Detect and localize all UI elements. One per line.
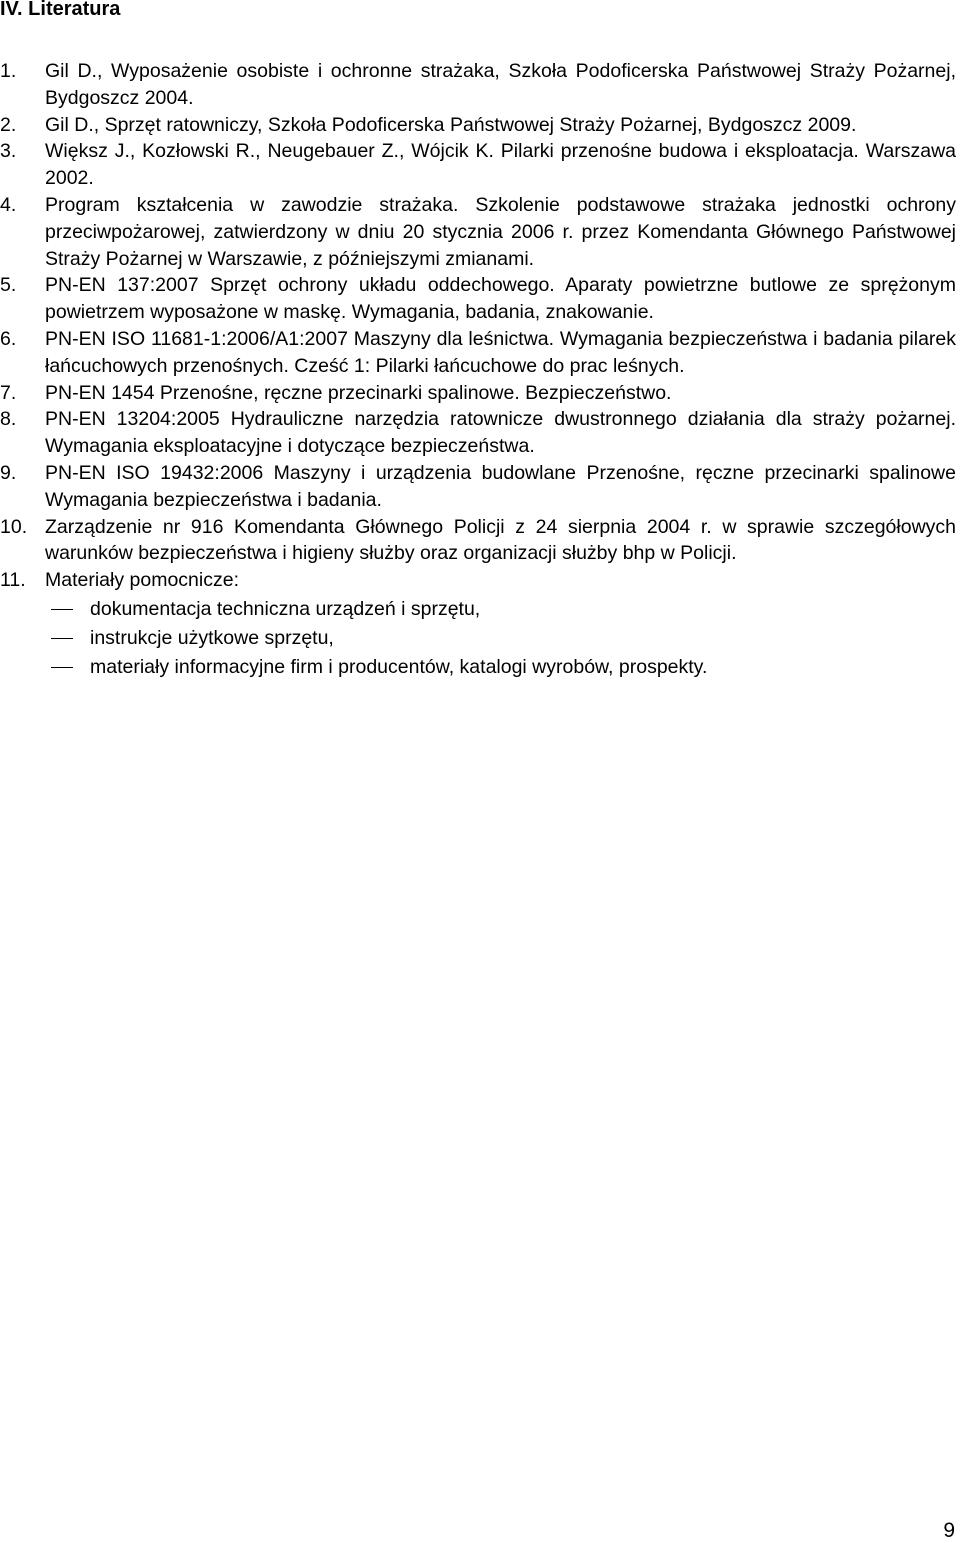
auxiliary-material-item [45,596,956,623]
reference-text: Program kształcenia w zawodzie strażaka. Szkolenie podstawowe strażaka jednostki ochrony przeciwpożarowej, zatwierdzony w dniu 20 stycznia 2006 r. przez Komendanta Głównego Państwowej Straży Pożarnej w Warszawie, z późniejszymi zmianami. [45,193,956,270]
reference-item [0,380,956,407]
dash-bullet-icon [51,609,73,611]
reference-number: 10. [0,515,28,538]
reference-item [0,460,956,514]
reference-text: PN-EN 1454 Przenośne, ręczne przecinarki spalinowe. Bezpieczeństwo. [45,381,672,404]
reference-item [0,326,956,380]
reference-number: 3. [0,140,17,163]
reference-text: Gil D., Wyposażenie osobiste i ochronne strażaka, Szkoła Podoficerska Państwowej Straży Pożarnej, Bydgoszcz 2004. [45,60,956,109]
reference-text: Zarządzenie nr 916 Komendanta Głównego Policji z 24 sierpnia 2004 r. w sprawie szczegółowych warunków bezpieczeństwa i higieny służby oraz organizacji służby bhp w Policji. [45,515,956,565]
reference-text: Większ J., Kozłowski R., Neugebauer Z., Wójcik K. Pilarki przenośne budowa i eksploatacja. Warszawa 2002. [45,140,956,190]
auxiliary-material-text: instrukcje użytkowe sprzętu, [90,626,334,649]
dash-bullet-icon [51,667,73,669]
auxiliary-material-text: materiały informacyjne firm i producentów, katalogi wyrobów, prospekty. [90,655,708,678]
reference-number: 6. [0,327,17,350]
reference-text: PN-EN 13204:2005 Hydrauliczne narzędzia ratownicze dwustronnego działania dla straży pożarnej. Wymagania eksploatacyjne i dotyczące bezpieczeństwa. [45,408,956,458]
reference-list [0,58,956,680]
reference-item [0,514,956,568]
reference-text: PN-EN ISO 11681-1:2006/A1:2007 Maszyny dla leśnictwa. Wymagania bezpieczeństwa i badania pilarek łańcuchowych przenośnych. Cześć 1: Pilarki łańcuchowe do prac leśnych. [45,327,956,377]
reference-text: PN-EN ISO 19432:2006 Maszyny i urządzenia budowlane Przenośne, ręczne przecinarki spalinowe Wymagania bezpieczeństwa i badania. [45,461,956,511]
reference-text: PN-EN 137:2007 Sprzęt ochrony układu oddechowego. Aparaty powietrzne butlowe ze sprężonym powietrzem wyposażone w maskę. Wymagania, badania, znakowanie. [45,274,956,324]
auxiliary-material-item [45,625,956,652]
reference-number: 9. [0,461,17,484]
auxiliary-materials-list [45,596,956,680]
reference-number: 5. [0,274,17,297]
reference-item [0,406,956,460]
section-heading: IV. Literatura [0,0,121,20]
reference-item [0,58,956,112]
reference-item [0,138,956,192]
reference-number: 7. [0,381,17,404]
auxiliary-material-text: dokumentacja techniczna urządzeń i sprzętu, [90,597,481,620]
dash-bullet-icon [51,638,73,640]
reference-number: 11. [0,569,26,592]
reference-text: Materiały pomocnicze: [45,569,239,592]
reference-item [0,112,956,139]
auxiliary-material-item [45,654,956,681]
reference-item [0,567,956,680]
page-number: 9 [943,1519,955,1542]
reference-item [0,192,956,272]
reference-number: 2. [0,113,17,136]
reference-text: Gil D., Sprzęt ratowniczy, Szkoła Podoficerska Państwowej Straży Pożarnej, Bydgoszcz 2009. [45,113,857,136]
reference-number: 1. [0,60,17,82]
reference-number: 8. [0,408,17,431]
reference-number: 4. [0,193,17,216]
reference-item [0,272,956,326]
